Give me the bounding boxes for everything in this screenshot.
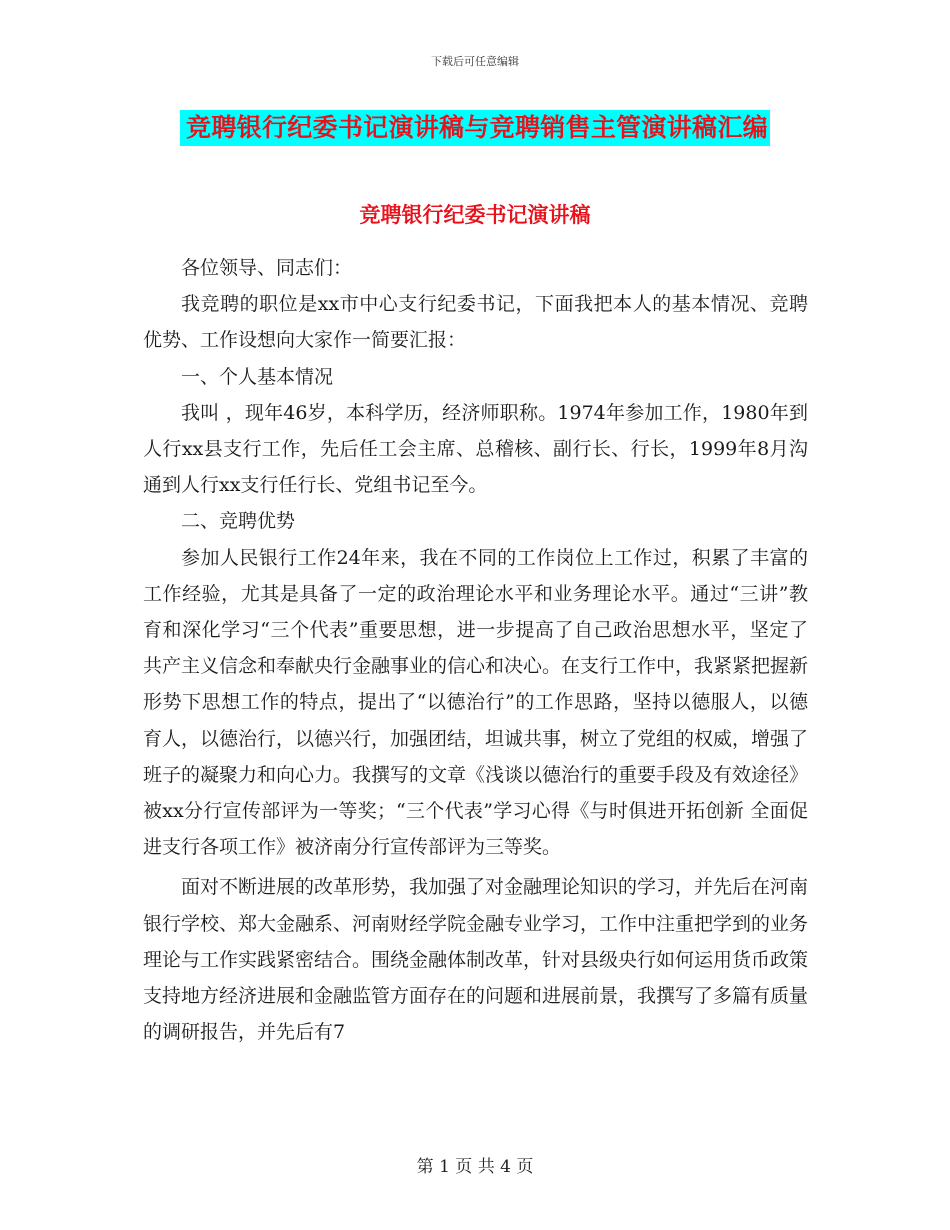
paragraph-greeting: 各位领导、同志们： <box>181 257 353 279</box>
header-note: 下载后可任意编辑 <box>431 55 519 68</box>
paragraph-personal-info: 我叫 ，现年46岁，本科学历，经济师职称。1974年参加工作，1980年到人行xx县支行工作，先后任工会主席、总稽核、副行长、行长，1999年8月沟通到人行xx支行任行长、党组书记至今。 <box>143 401 808 497</box>
paragraph-reform: 面对不断进展的改革形势，我加强了对金融理论知识的学习，并先后在河南银行学校、郑大金融系、河南财经学院金融专业学习，工作中注重把学到的业务理论与工作实践紧密结合。围绕金融体制改革，针对县级央行如何运用货币政策支持地方经济进展和金融监管方面存在的问题和进展前景，我撰写了多篇有质量的调研报告，并先后有7 <box>143 876 809 1044</box>
heading-personal-info: 一、个人基本情况 <box>181 365 334 388</box>
heading-advantages: 二、竞聘优势 <box>181 510 296 533</box>
document-title-wrapper <box>0 110 950 146</box>
paragraph-advantages: 参加人民银行工作24年来，我在不同的工作岗位上工作过，积累了丰富的工作经验，尤其是具备了一定的政治理论水平和业务理论水平。通过“三讲”教育和深化学习“三个代表”重要思想，进一步提高了自己政治思想水平，坚定了共产主义信念和奉献央行金融事业的信心和决心。在支行工作中，我紧紧把握新形势下思想工作的特点，提出了“以德治行”的工作思路，坚持以德服人，以德育人，以德治行，以德兴行，加强团结，坦诚共事，树立了党组的权威，增强了班子的凝聚力和向心力。我撰写的文章《浅谈以德治行的重要手段及有效途径》被xx分行宣传部评为一等奖；“三个代表”学习心得《与时俱进开拓创新 全面促进支行各项工作》被济南分行宣传部评为三等奖。 <box>143 546 809 859</box>
page-number-footer: 第 1 页 共 4 页 <box>416 1157 534 1177</box>
paragraph-intro: 我竞聘的职位是xx市中心支行纪委书记，下面我把本人的基本情况、竞聘优势、工作设想向大家作一简要汇报： <box>143 293 808 352</box>
document-main-title: 竞聘银行纪委书记演讲稿与竞聘销售主管演讲稿汇编 <box>180 110 770 146</box>
document-body <box>143 250 808 1050</box>
section-title: 竞聘银行纪委书记演讲稿 <box>359 202 591 227</box>
